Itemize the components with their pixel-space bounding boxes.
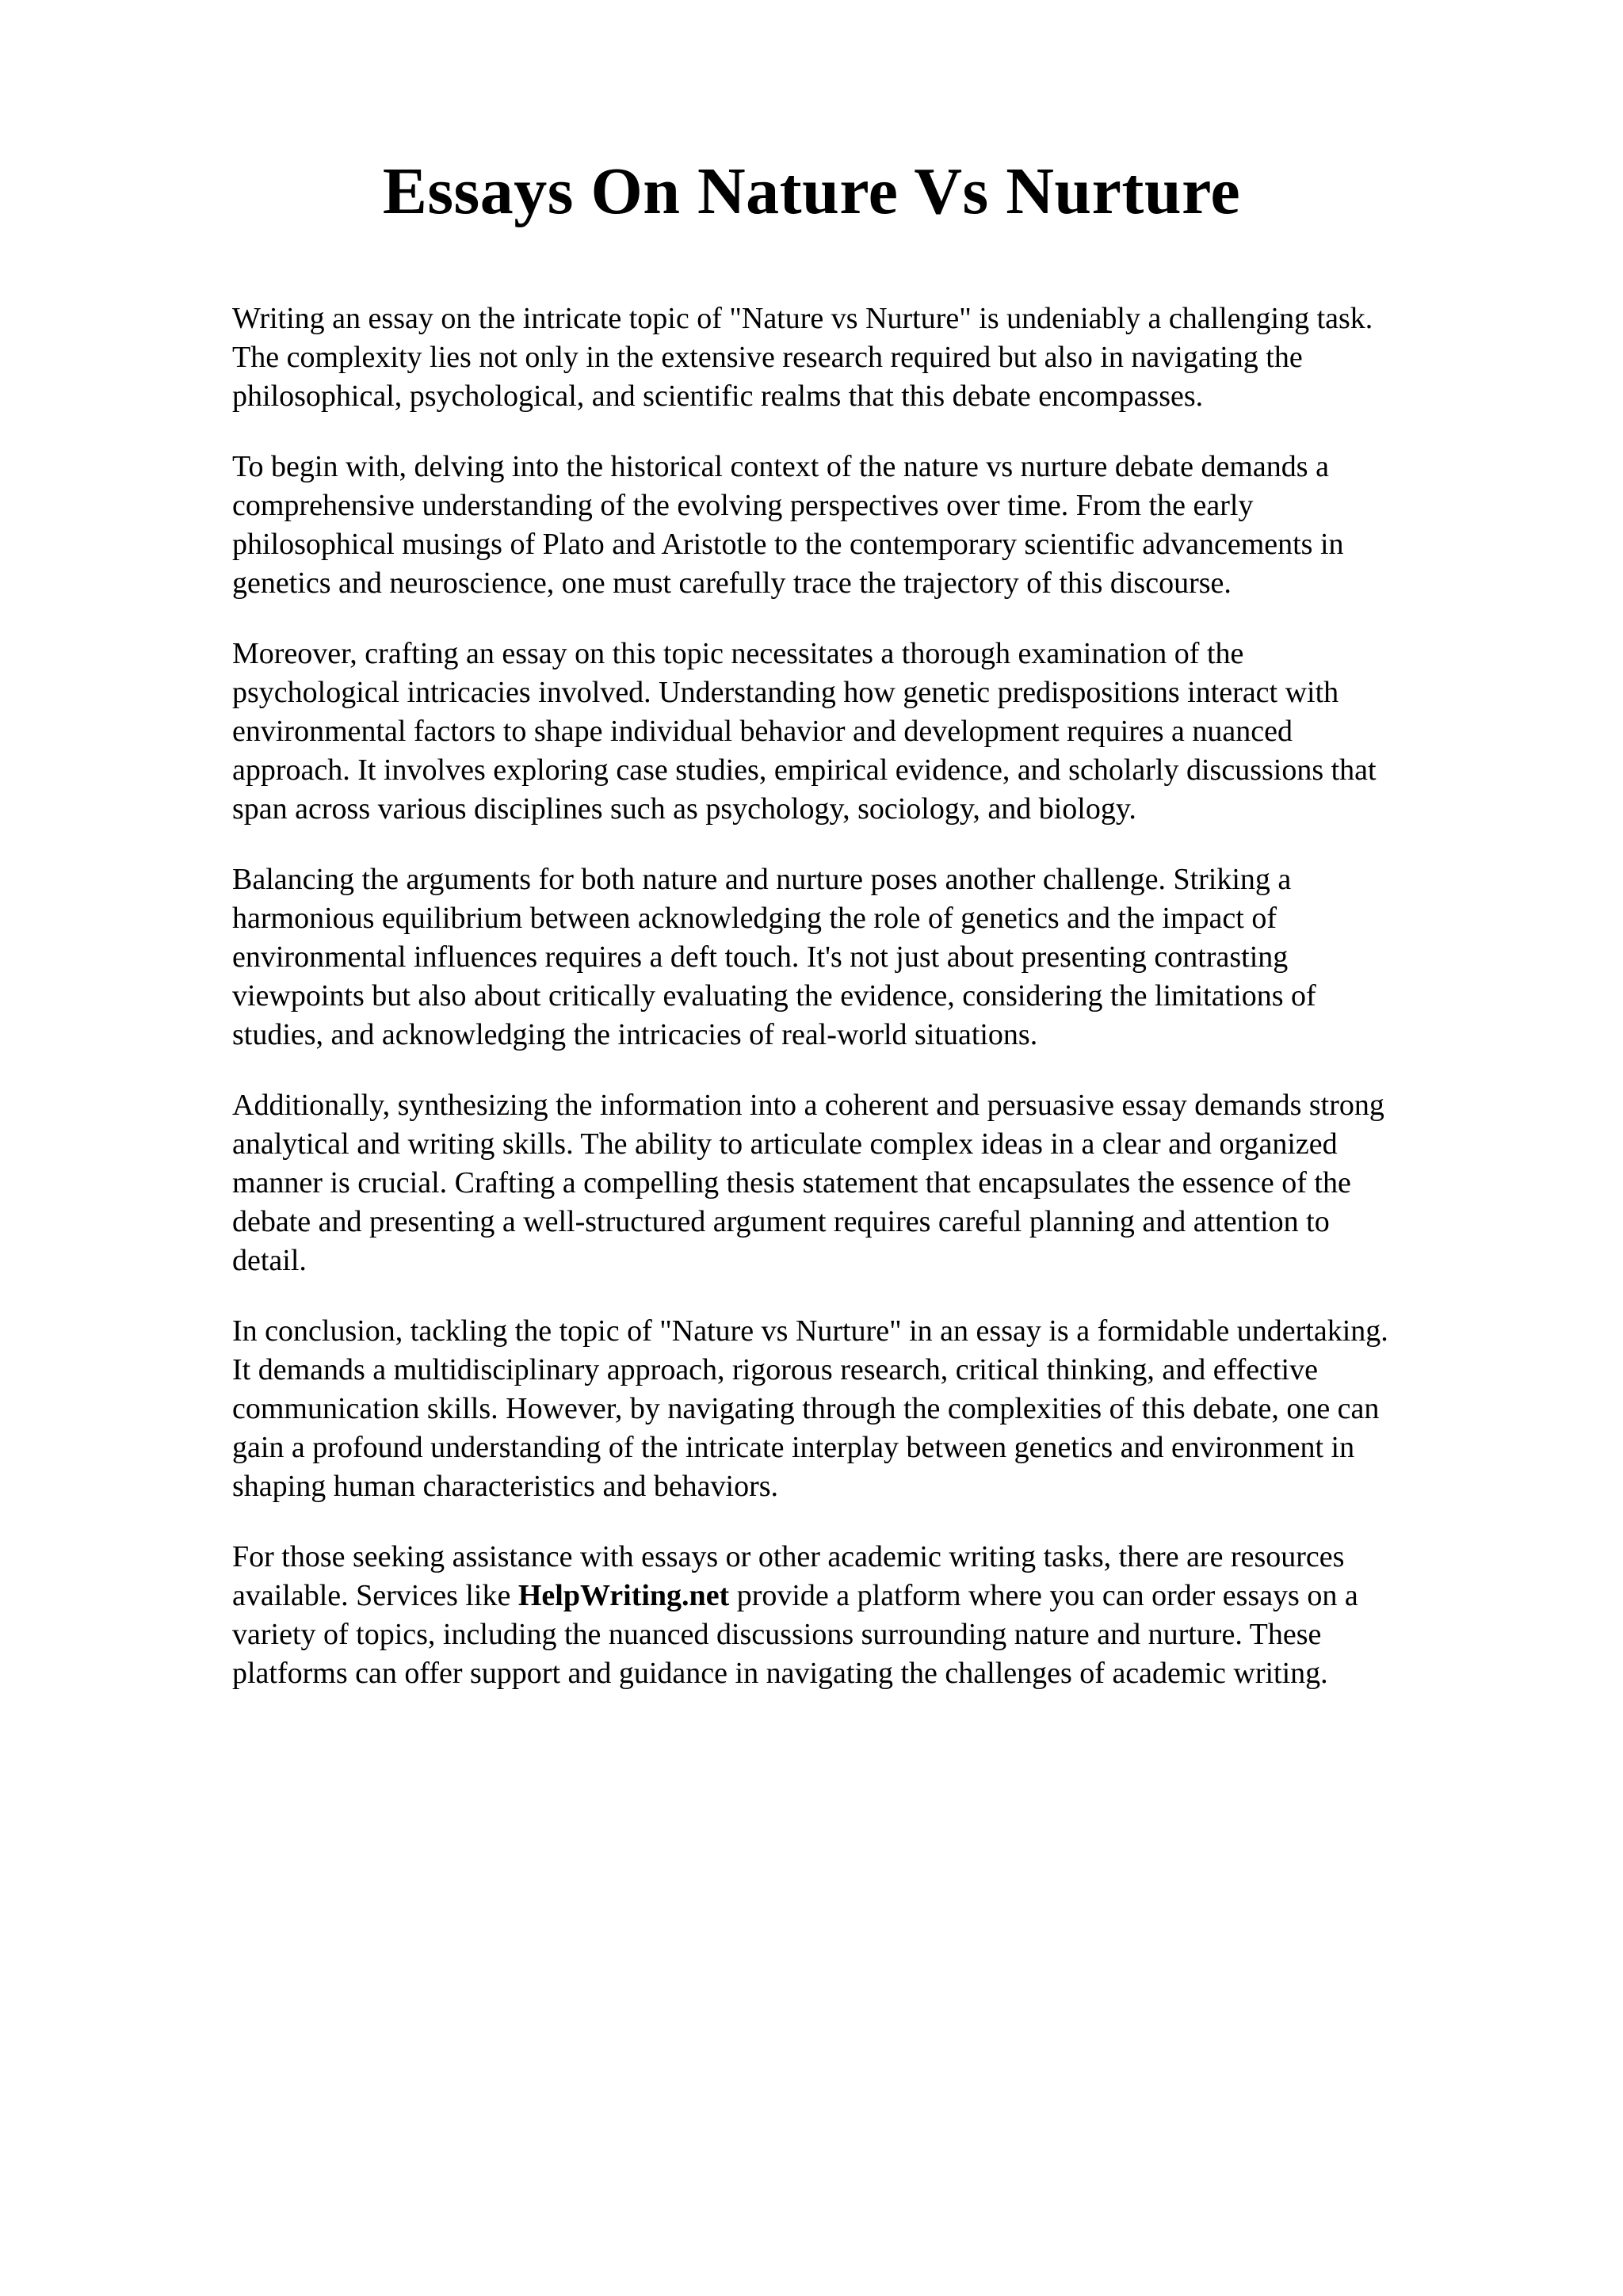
text-line: psychological intricacies involved. Understanding how genetic predispositions interact with [232,676,1339,709]
text-line-with-link [232,1577,1500,1615]
text-segment: available. Services like [232,1579,518,1612]
paragraph-closing [232,1538,1500,1693]
text-line: manner is crucial. Crafting a compelling thesis statement that encapsulates the essence of the [232,1166,1351,1199]
text-line: In conclusion, tackling the topic of "Nature vs Nurture" in an essay is a formidable undertaking. [232,1314,1388,1348]
text-line: viewpoints but also about critically evaluating the evidence, considering the limitations of [232,979,1316,1013]
helpwriting-brand-name: HelpWriting.net [517,1579,730,1612]
text-line: platforms can offer support and guidance in navigating the challenges of academic writing. [232,1657,1328,1690]
text-line: shaping human characteristics and behaviors. [232,1470,779,1503]
text-line: comprehensive understanding of the evolving perspectives over time. From the early [232,489,1254,522]
paragraph-5 [232,1086,1500,1280]
text-line: It demands a multidisciplinary approach, rigorous research, critical thinking, and effective [232,1353,1318,1386]
text-segment: provide a platform where you can order essays on a [729,1579,1358,1612]
paragraph-4 [232,860,1500,1055]
document-title: Essays On Nature Vs Nurture [382,154,1241,228]
text-line: Balancing the arguments for both nature and nurture poses another challenge. Striking a [232,863,1292,896]
text-line: Writing an essay on the intricate topic of "Nature vs Nurture" is undeniably a challenging task. [232,302,1373,335]
text-line: philosophical musings of Plato and Aristotle to the contemporary scientific advancements in [232,528,1344,561]
text-line: Additionally, synthesizing the information into a coherent and persuasive essay demands strong [232,1089,1384,1122]
text-line: variety of topics, including the nuanced discussions surrounding nature and nurture. These [232,1618,1322,1651]
paragraph-2 [232,448,1500,603]
text-line: philosophical, psychological, and scientific realms that this debate encompasses. [232,379,1204,413]
paragraph-3 [232,635,1500,829]
text-line: The complexity lies not only in the extensive research required but also in navigating the [232,341,1303,374]
text-line: environmental influences requires a deft touch. It's not just about presenting contrasting [232,940,1289,974]
text-line: harmonious equilibrium between acknowledging the role of genetics and the impact of [232,902,1277,935]
paragraph-6 [232,1312,1500,1506]
text-line: communication skills. However, by navigating through the complexities of this debate, one can [232,1392,1380,1425]
text-line: Moreover, crafting an essay on this topic necessitates a thorough examination of the [232,637,1244,670]
text-line: genetics and neuroscience, one must carefully trace the trajectory of this discourse. [232,566,1232,600]
text-line: studies, and acknowledging the intricacies of real-world situations. [232,1018,1038,1051]
text-line: For those seeking assistance with essays or other academic writing tasks, there are resources [232,1540,1345,1573]
paragraph-1 [232,299,1500,416]
text-line: analytical and writing skills. The ability to articulate complex ideas in a clear and organized [232,1127,1338,1161]
text-line: To begin with, delving into the historical context of the nature vs nurture debate demands a [232,450,1329,483]
text-line: detail. [232,1244,307,1277]
text-line: environmental factors to shape individual behavior and development requires a nuanced [232,715,1293,748]
text-line: span across various disciplines such as psychology, sociology, and biology. [232,792,1136,826]
text-line: gain a profound understanding of the intricate interplay between genetics and environment in [232,1431,1355,1464]
text-line: approach. It involves exploring case studies, empirical evidence, and scholarly discussions that [232,753,1377,787]
text-line: debate and presenting a well-structured argument requires careful planning and attention to [232,1205,1330,1238]
document-body [232,299,1500,1725]
